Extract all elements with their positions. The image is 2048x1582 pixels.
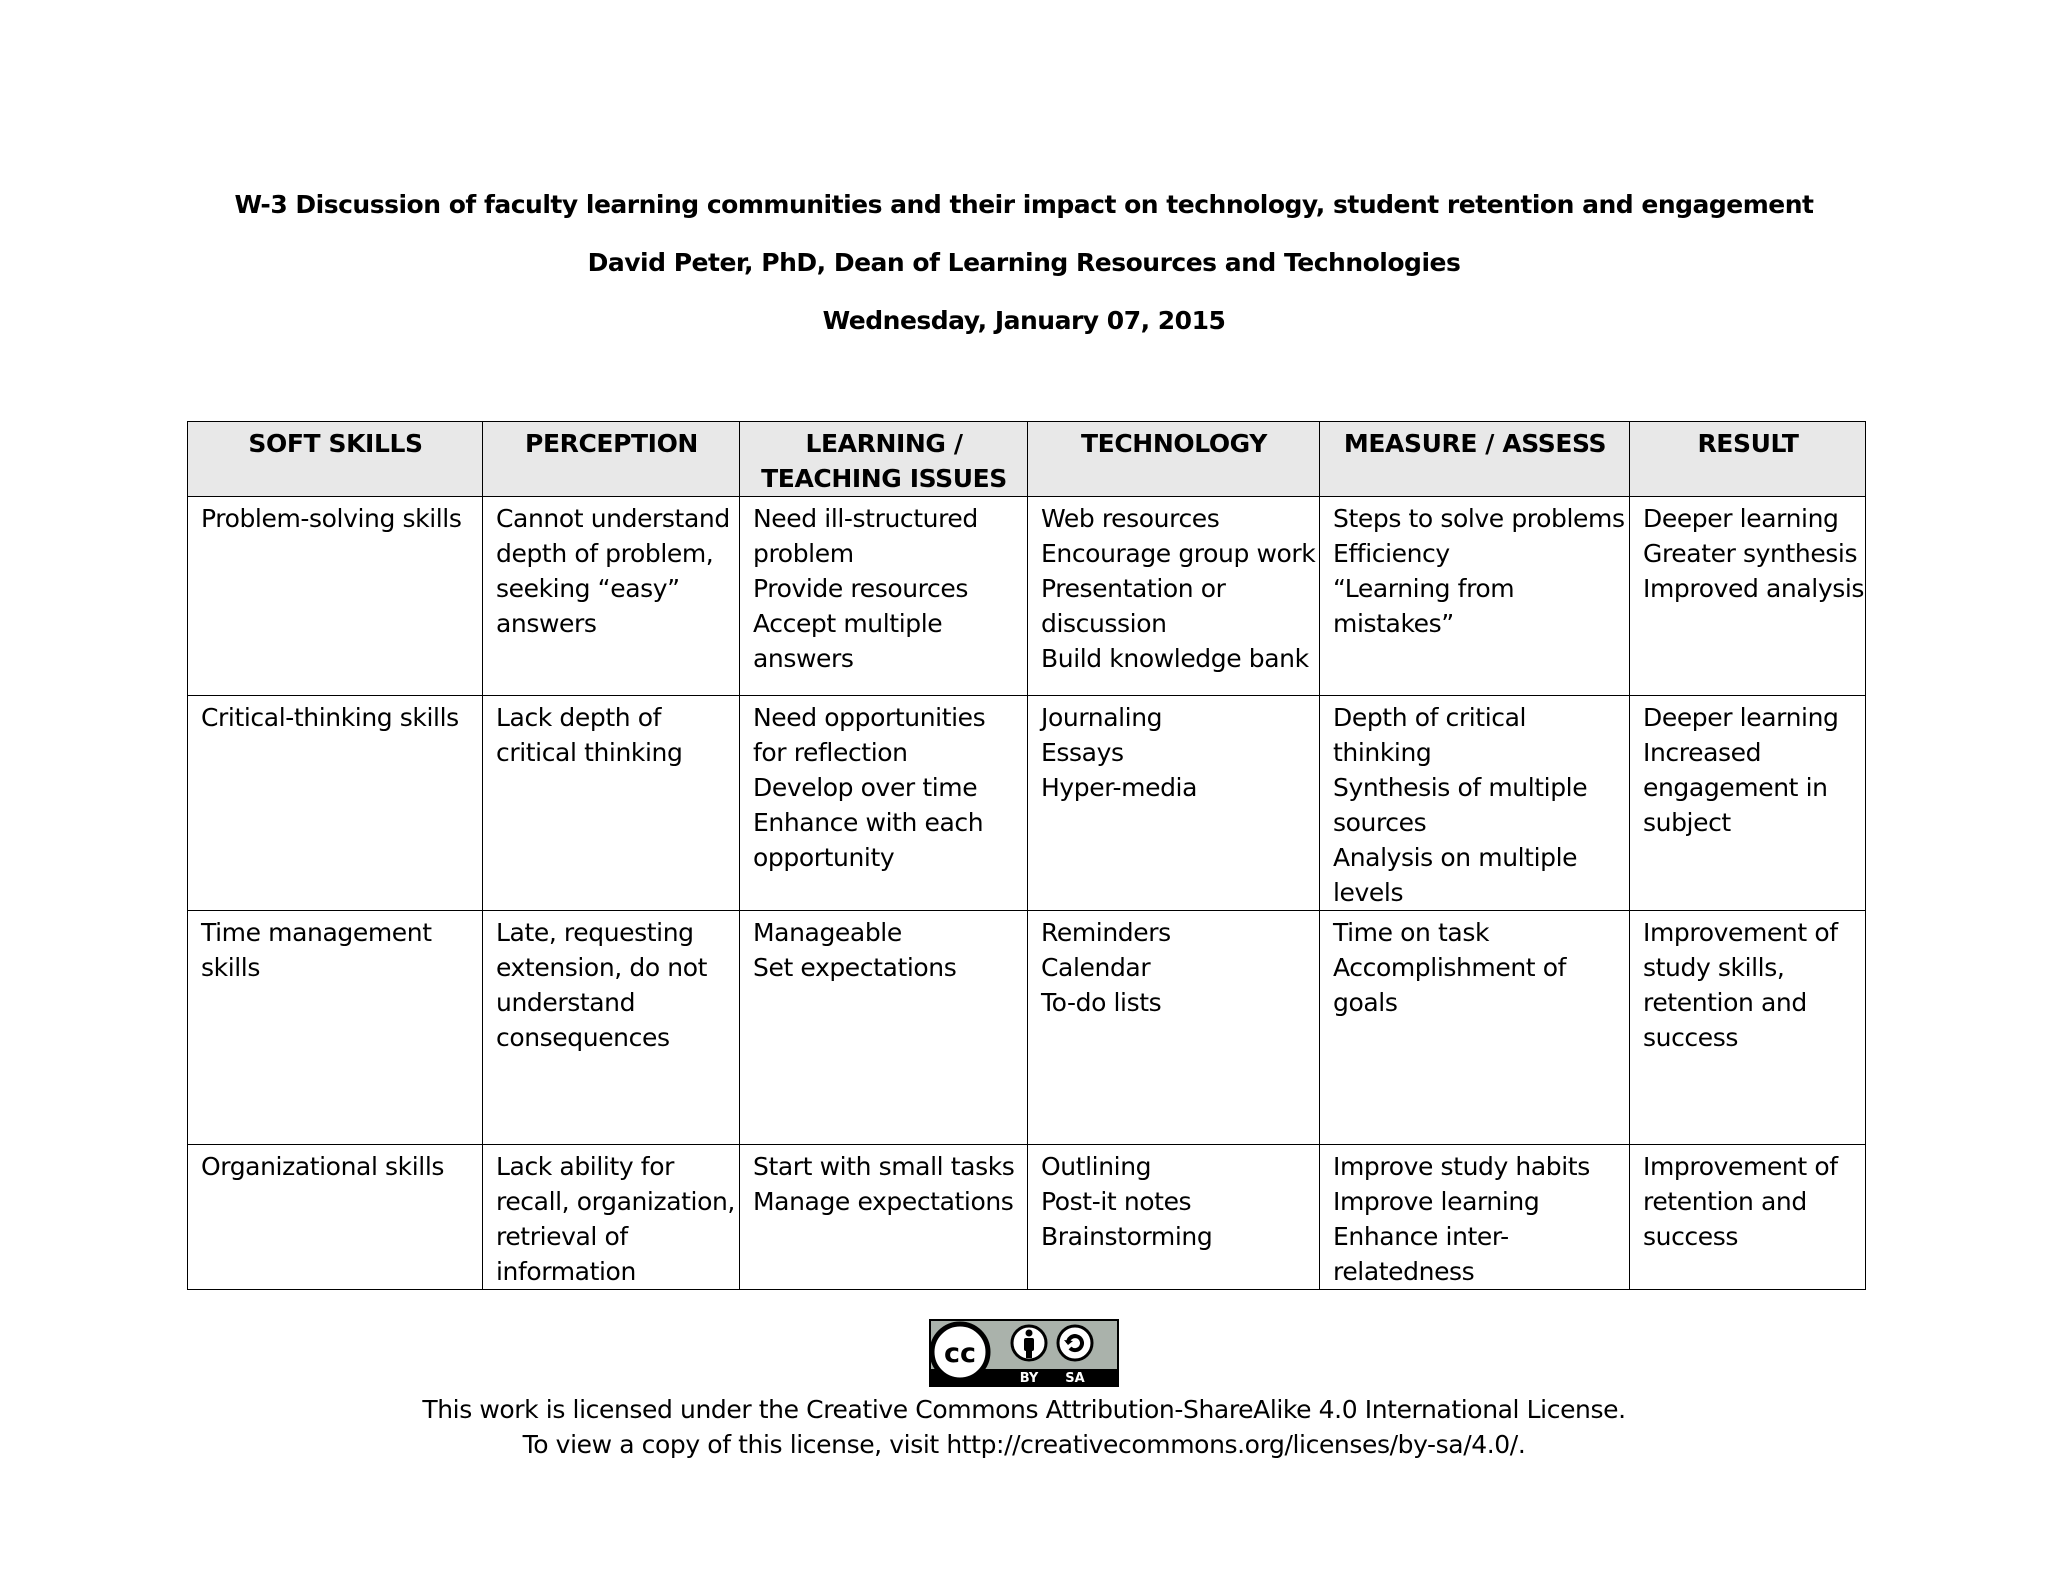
skill-name-line: Time management: [201, 918, 432, 947]
cell-text-line: Greater synthesis: [1643, 539, 1858, 568]
table-cell: [1320, 497, 1630, 696]
cell-text-line: discussion: [1041, 609, 1167, 638]
cell-text-line: Efficiency: [1333, 539, 1450, 568]
cell-text-line: consequences: [496, 1023, 670, 1052]
cell-text-line: Late, requesting: [496, 918, 694, 947]
header-cell: [188, 422, 483, 497]
cell-text-line: Improvement of: [1643, 1152, 1838, 1181]
cell-text-line: Lack depth of: [496, 703, 662, 732]
column-header-label: MEASURE / ASSESS: [1343, 429, 1607, 458]
cell-text-line: Lack ability for: [496, 1152, 674, 1181]
table-cell: [1630, 497, 1866, 696]
skill-name-line: Organizational skills: [201, 1152, 445, 1181]
cell-text-line: Steps to solve problems: [1333, 504, 1625, 533]
table-cell: [188, 696, 483, 911]
cell-text-line: opportunity: [753, 843, 895, 872]
license-line-2: To view a copy of this license, visit http://creativecommons.org/licenses/by-sa/4.0/.: [522, 1430, 1526, 1459]
document-header: [0, 188, 2048, 362]
cell-text-line: Accomplishment of: [1333, 953, 1567, 982]
column-header-label: SOFT SKILLS: [248, 429, 423, 458]
cell-text-line: thinking: [1333, 738, 1432, 767]
cell-text-line: Cannot understand: [496, 504, 730, 533]
cell-text-line: retrieval of: [496, 1222, 628, 1251]
header-cell: [1028, 422, 1320, 497]
cell-text-line: sources: [1333, 808, 1427, 837]
cell-text-line: for reflection: [753, 738, 908, 767]
cell-text-line: Hyper-media: [1041, 773, 1198, 802]
cell-text-line: Increased: [1643, 738, 1762, 767]
table-cell: [483, 911, 740, 1145]
cell-text-line: Set expectations: [753, 953, 957, 982]
table-row: [188, 1145, 1866, 1290]
table-cell: [1630, 1145, 1866, 1290]
table-cell: [740, 497, 1028, 696]
badge-by-label: BY: [1019, 1371, 1039, 1386]
cell-text-line: Accept multiple: [753, 609, 943, 638]
cell-text-line: Reminders: [1041, 918, 1171, 947]
skill-name-line: Problem-solving skills: [201, 504, 462, 533]
document-title: W-3 Discussion of faculty learning communities and their impact on technology, student retention and engagement: [234, 190, 1814, 219]
document-author: David Peter, PhD, Dean of Learning Resources and Technologies: [587, 248, 1461, 277]
badge-sa-label: SA: [1065, 1371, 1085, 1386]
table-cell: [483, 497, 740, 696]
table-cell: [740, 911, 1028, 1145]
table-cell: [188, 911, 483, 1145]
cell-text-line: “Learning from: [1333, 574, 1515, 603]
table-cell: [1320, 1145, 1630, 1290]
cell-text-line: answers: [753, 644, 854, 673]
column-header-label: PERCEPTION: [525, 429, 698, 458]
cell-text-line: depth of problem,: [496, 539, 714, 568]
skill-name-line: skills: [201, 953, 260, 982]
cell-text-line: Manage expectations: [753, 1187, 1014, 1216]
table-cell: [1320, 911, 1630, 1145]
cell-text-line: Synthesis of multiple: [1333, 773, 1588, 802]
cell-text-line: Improve study habits: [1333, 1152, 1590, 1181]
cell-text-line: study skills,: [1643, 953, 1785, 982]
creative-commons-by-sa-badge-icon[interactable]: [929, 1319, 1119, 1387]
column-header-label: LEARNING /: [805, 429, 963, 458]
cell-text-line: Enhance inter-: [1333, 1222, 1509, 1251]
cell-text-line: Provide resources: [753, 574, 968, 603]
cell-text-line: Presentation or: [1041, 574, 1226, 603]
cell-text-line: Time on task: [1333, 918, 1490, 947]
cell-text-line: engagement in: [1643, 773, 1828, 802]
table-row: [188, 497, 1866, 696]
cell-text-line: Start with small tasks: [753, 1152, 1015, 1181]
table-cell: [1630, 911, 1866, 1145]
table-cell: [1028, 1145, 1320, 1290]
table-cell: [1028, 696, 1320, 911]
cell-text-line: critical thinking: [496, 738, 683, 767]
cell-text-line: answers: [496, 609, 597, 638]
cell-text-line: Depth of critical: [1333, 703, 1527, 732]
header-cell: [1630, 422, 1866, 497]
table-cell: [740, 1145, 1028, 1290]
cell-text-line: Improvement of: [1643, 918, 1838, 947]
column-header-label: TECHNOLOGY: [1081, 429, 1267, 458]
cell-text-line: retention and: [1643, 988, 1807, 1017]
table-cell: [483, 696, 740, 911]
cell-text-line: relatedness: [1333, 1257, 1475, 1286]
table-cell: [1028, 497, 1320, 696]
cell-text-line: extension, do not: [496, 953, 708, 982]
cell-text-line: Deeper learning: [1643, 504, 1839, 533]
cell-text-line: success: [1643, 1222, 1738, 1251]
cell-text-line: retention and: [1643, 1187, 1807, 1216]
table-row: [188, 696, 1866, 911]
cell-text-line: Encourage group work: [1041, 539, 1316, 568]
cell-text-line: Improve learning: [1333, 1187, 1540, 1216]
cell-text-line: subject: [1643, 808, 1731, 837]
cell-text-line: Manageable: [753, 918, 902, 947]
table-cell: [188, 497, 483, 696]
document-date: Wednesday, January 07, 2015: [822, 306, 1226, 335]
header-cell: [483, 422, 740, 497]
license-line-1: This work is licensed under the Creative Commons Attribution-ShareAlike 4.0 International License.: [422, 1395, 1626, 1424]
cell-text-line: levels: [1333, 878, 1404, 907]
cell-text-line: success: [1643, 1023, 1738, 1052]
column-header-label: TEACHING ISSUES: [761, 464, 1007, 493]
svg-text:cc: cc: [943, 1338, 977, 1369]
cell-text-line: understand: [496, 988, 636, 1017]
cell-text-line: Need opportunities: [753, 703, 986, 732]
table-cell: [483, 1145, 740, 1290]
header-cell: [740, 422, 1028, 497]
cell-text-line: Develop over time: [753, 773, 978, 802]
cell-text-line: mistakes”: [1333, 609, 1454, 638]
table-cell: [1320, 696, 1630, 911]
cell-text-line: information: [496, 1257, 636, 1286]
table-row: [188, 911, 1866, 1145]
cell-text-line: Web resources: [1041, 504, 1220, 533]
cell-text-line: Need ill-structured: [753, 504, 978, 533]
header-cell: [1320, 422, 1630, 497]
cell-text-line: seeking “easy”: [496, 574, 680, 603]
cell-text-line: Analysis on multiple: [1333, 843, 1578, 872]
license-footer: [0, 1319, 2048, 1462]
cell-text-line: Calendar: [1041, 953, 1151, 982]
table-header-row: [188, 422, 1866, 497]
cell-text-line: Essays: [1041, 738, 1124, 767]
cell-text-line: Improved analysis: [1643, 574, 1865, 603]
cell-text-line: Brainstorming: [1041, 1222, 1213, 1251]
cell-text-line: recall, organization,: [496, 1187, 735, 1216]
table-cell: [740, 696, 1028, 911]
table-cell: [188, 1145, 483, 1290]
column-header-label: RESULT: [1697, 429, 1799, 458]
cell-text-line: To-do lists: [1041, 988, 1162, 1017]
table-cell: [1028, 911, 1320, 1145]
cell-text-line: goals: [1333, 988, 1398, 1017]
cell-text-line: Deeper learning: [1643, 703, 1839, 732]
table-cell: [1630, 696, 1866, 911]
cell-text-line: Journaling: [1041, 703, 1163, 732]
skill-name-line: Critical-thinking skills: [201, 703, 459, 732]
cell-text-line: problem: [753, 539, 854, 568]
soft-skills-table: [187, 421, 1866, 1290]
cell-text-line: Outlining: [1041, 1152, 1152, 1181]
cell-text-line: Enhance with each: [753, 808, 984, 837]
cell-text-line: Build knowledge bank: [1041, 644, 1309, 673]
cell-text-line: Post-it notes: [1041, 1187, 1192, 1216]
